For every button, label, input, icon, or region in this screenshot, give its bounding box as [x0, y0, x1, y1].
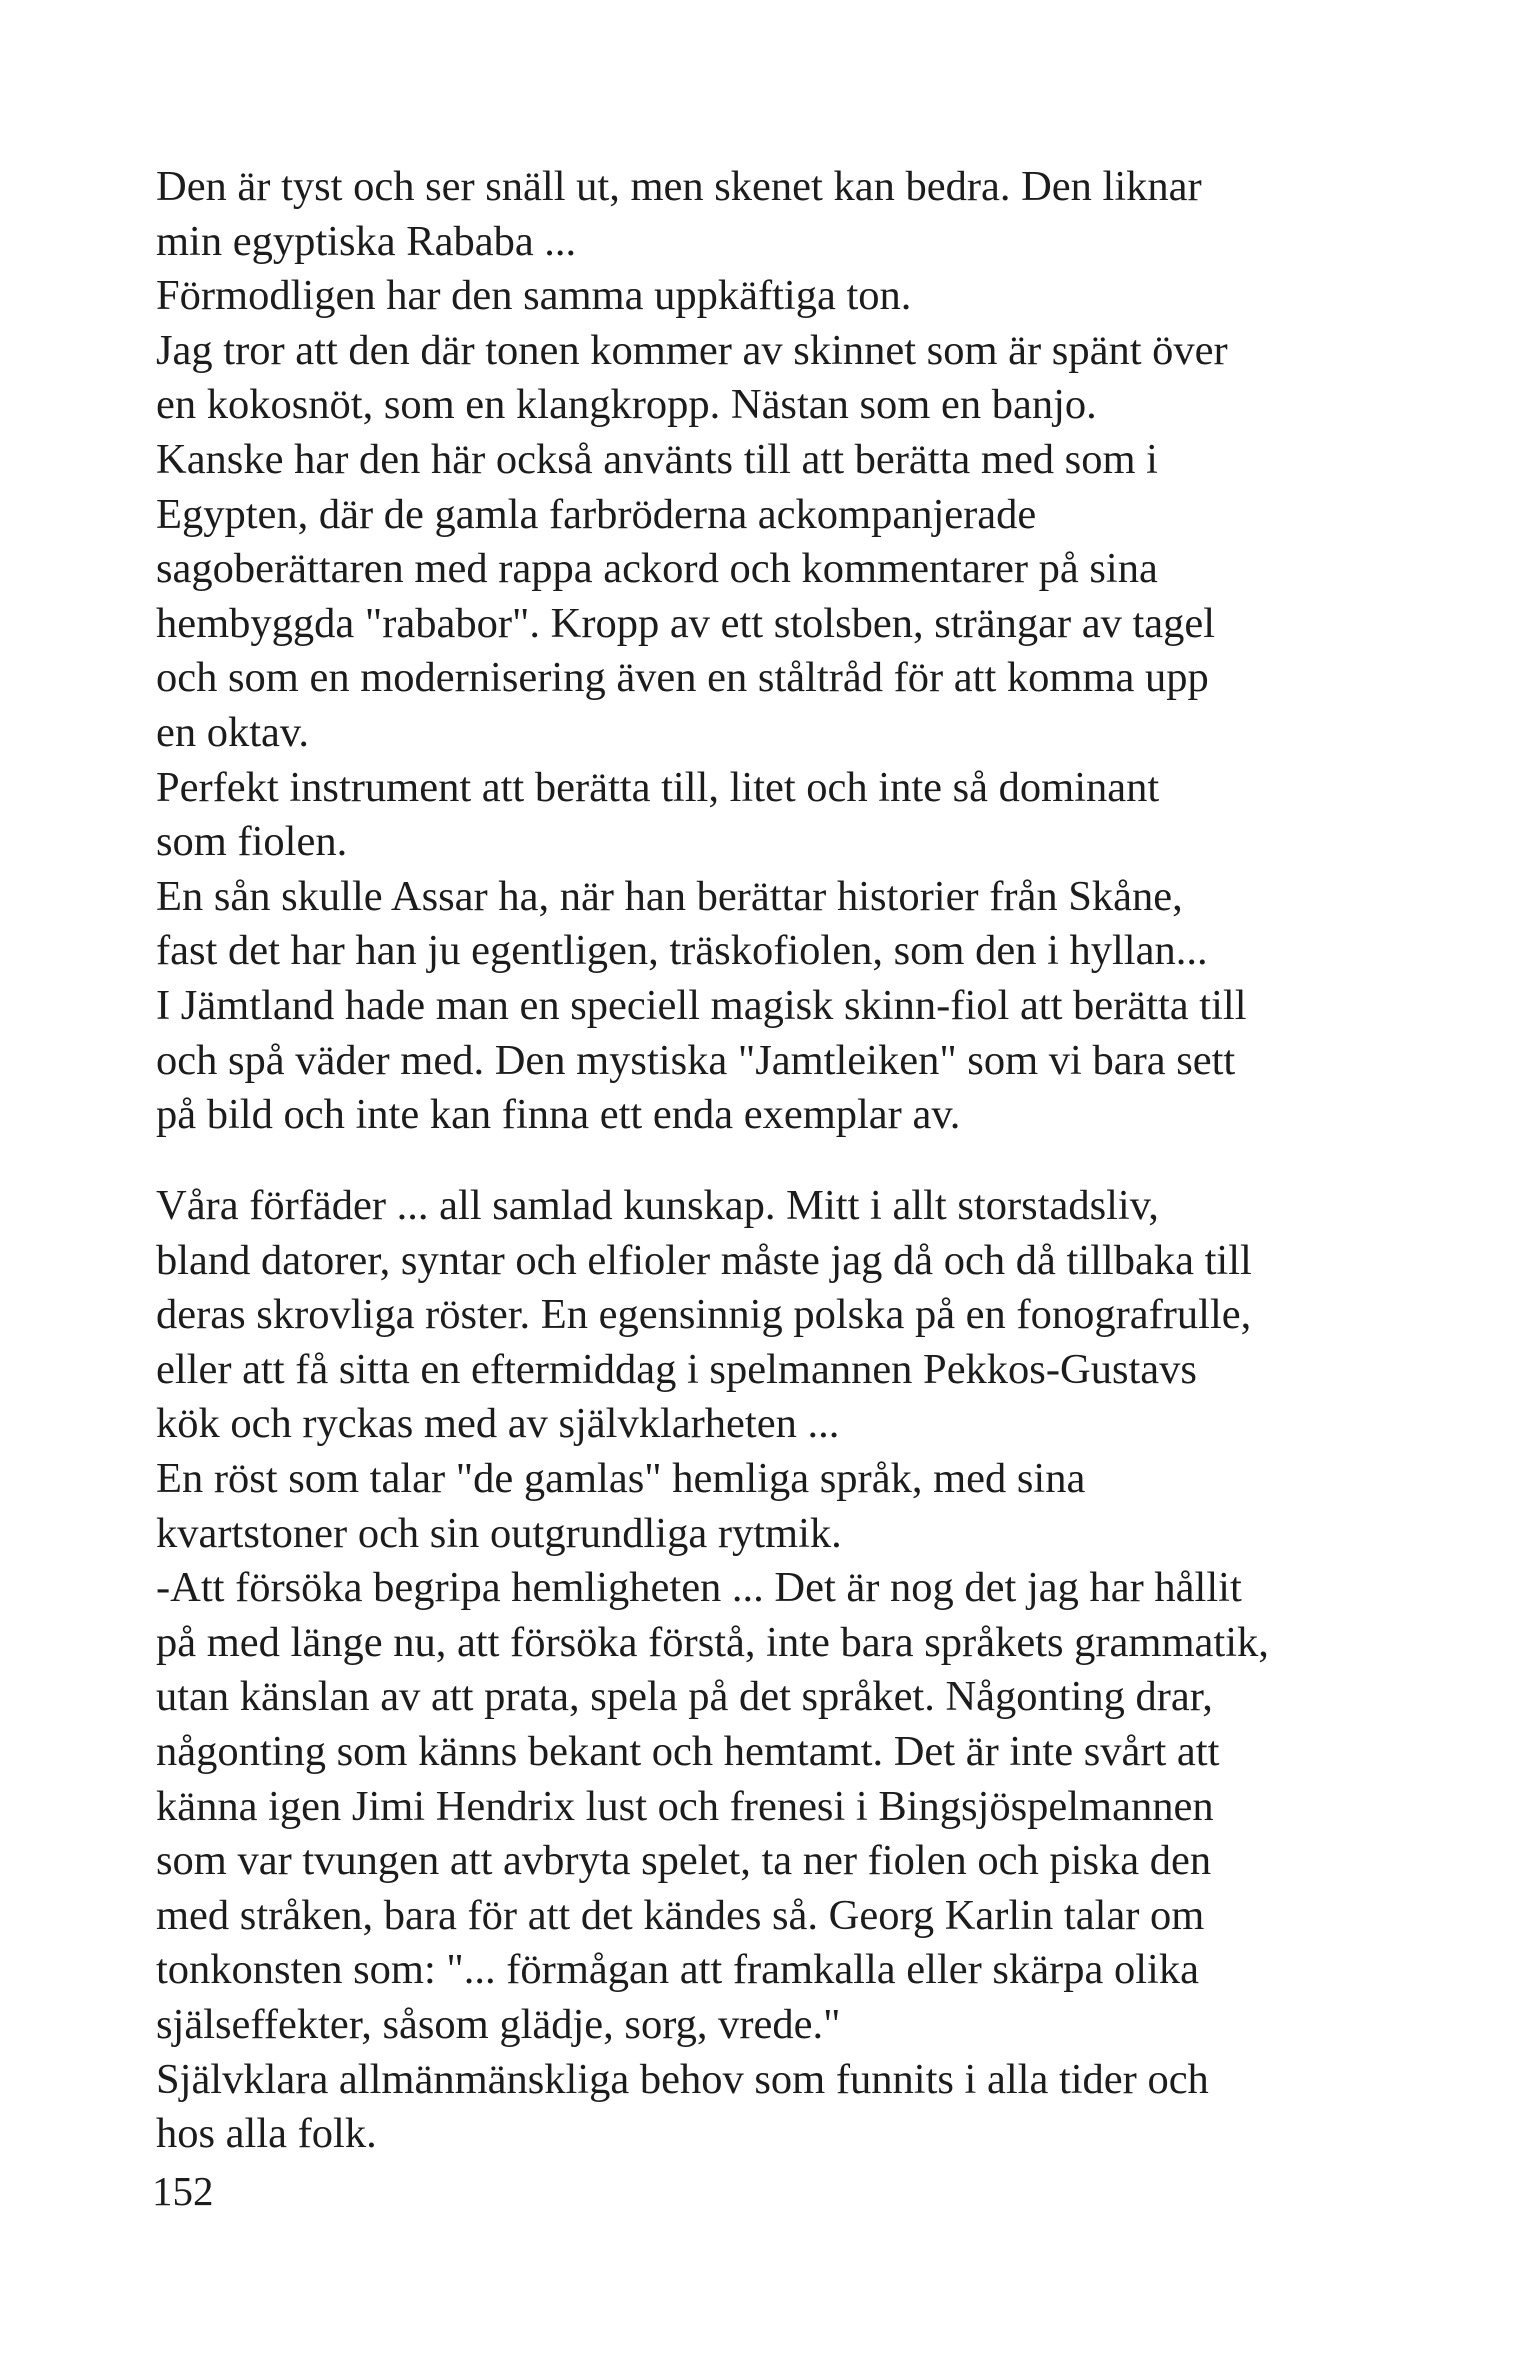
page-number: 152 — [152, 2168, 214, 2214]
text-line: och spå väder med. Den mystiska "Jamtleiken" som vi bara sett — [156, 1036, 1236, 1084]
text-line: I Jämtland hade man en speciell magisk skinn-fiol att berätta till — [156, 981, 1247, 1029]
paragraph-forfader — [156, 1179, 1366, 2162]
text-line: en oktav. — [156, 708, 310, 756]
text-line: Perfekt instrument att berätta till, litet och inte så dominant — [156, 763, 1160, 811]
text-line: Kanske har den här också använts till att berätta med som i — [156, 435, 1158, 483]
text-line: min egyptiska Rababa ... — [156, 217, 577, 265]
text-line: på med länge nu, att försöka förstå, inte bara språkets grammatik, — [156, 1618, 1269, 1666]
text-line: Egypten, där de gamla farbröderna ackompanjerade — [156, 490, 1037, 538]
text-line: en kokosnöt, som en klangkropp. Nästan som en banjo. — [156, 381, 1097, 429]
text-line: Våra förfäder ... all samlad kunskap. Mitt i allt storstadsliv, — [156, 1182, 1159, 1229]
text-line: Förmodligen har den samma uppkäftiga ton. — [156, 272, 912, 320]
text-line: kök och ryckas med av självklarheten ... — [156, 1400, 840, 1448]
text-line: utan känslan av att prata, spela på det språket. Någonting drar, — [156, 1673, 1213, 1721]
text-line: någonting som känns bekant och hemtamt. Det är inte svårt att — [156, 1727, 1220, 1775]
text-line: kvartstoner och sin outgrundliga rytmik. — [156, 1509, 842, 1557]
text-line: som var tvungen att avbryta spelet, ta ner fiolen och piska den — [156, 1837, 1212, 1885]
text-line: -Att försöka begripa hemligheten ... Det är nog det jag har hållit — [156, 1564, 1242, 1612]
text-line: hembyggda "rababor". Kropp av ett stolsben, strängar av tagel — [156, 599, 1216, 647]
text-line: En röst som talar "de gamlas" hemliga språk, med sina — [156, 1454, 1086, 1502]
text-line: Självklara allmänmänskliga behov som funnits i alla tider och — [156, 2055, 1209, 2103]
text-line: med stråken, bara för att det kändes så. Georg Karlin talar om — [156, 1891, 1205, 1939]
text-line: bland datorer, syntar och elfioler måste jag då och då tillbaka till — [156, 1236, 1252, 1284]
text-line: En sån skulle Assar ha, när han berättar historier från Skåne, — [156, 872, 1183, 920]
text-line: hos alla folk. — [156, 2110, 377, 2158]
text-line: sagoberättaren med rappa ackord och kommentarer på sina — [156, 545, 1158, 593]
text-line: fast det har han ju egentligen, träskofiolen, som den i hyllan... — [156, 927, 1208, 975]
text-line: känna igen Jimi Hendrix lust och frenesi i Bingsjöspelmannen — [156, 1782, 1214, 1830]
text-line: Jag tror att den där tonen kommer av skinnet som är spänt över — [156, 326, 1228, 374]
text-line: Den är tyst och ser snäll ut, men skenet kan bedra. Den liknar — [156, 163, 1202, 210]
text-line: som fiolen. — [156, 818, 348, 866]
text-line: på bild och inte kan finna ett enda exemplar av. — [156, 1091, 961, 1139]
text-line: eller att få sitta en eftermiddag i spelmannen Pekkos-Gustavs — [156, 1345, 1197, 1393]
text-line: tonkonsten som: "... förmågan att framkalla eller skärpa olika — [156, 1946, 1199, 1994]
text-line: och som en modernisering även en ståltråd för att komma upp — [156, 654, 1209, 702]
text-line: själseffekter, såsom glädje, sorg, vrede." — [156, 2000, 841, 2048]
paragraph-rababa — [156, 160, 1366, 1143]
text-line: deras skrovliga röster. En egensinnig polska på en fonografrulle, — [156, 1291, 1252, 1339]
